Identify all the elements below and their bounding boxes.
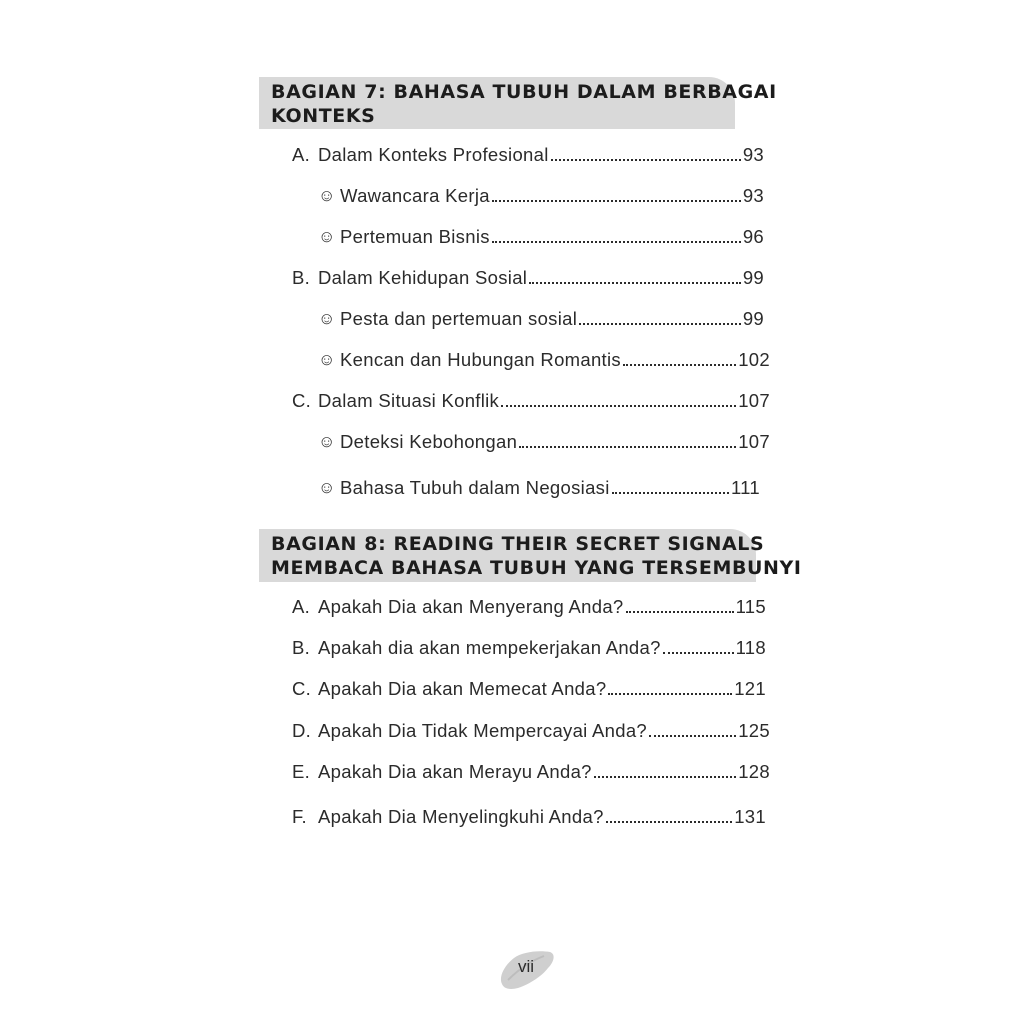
toc-entry-marker: C. bbox=[292, 390, 312, 411]
toc-entry-page: 118 bbox=[735, 637, 766, 658]
toc-subentry[interactable] bbox=[318, 306, 764, 330]
toc-entry-page: 121 bbox=[734, 678, 766, 699]
toc-entry[interactable] bbox=[292, 388, 770, 412]
toc-entry[interactable] bbox=[292, 142, 764, 166]
toc-entry-marker: B. bbox=[292, 637, 311, 658]
toc-entry-page: 93 bbox=[742, 144, 764, 165]
toc-entry-title: Deteksi Kebohongan bbox=[340, 431, 518, 452]
toc-entry-page: 115 bbox=[735, 596, 766, 617]
toc-entry-marker: D. bbox=[292, 720, 312, 741]
section-8-heading bbox=[259, 529, 802, 582]
page-number-badge bbox=[494, 946, 558, 992]
dot-leader bbox=[594, 776, 736, 778]
dot-leader bbox=[612, 492, 729, 494]
dot-leader bbox=[608, 693, 732, 695]
smiley-icon: ☺ bbox=[318, 350, 336, 369]
section-8-heading-line-1: BAGIAN 8: READING THEIR SECRET SIGNALS bbox=[271, 533, 765, 555]
section-7-heading-line-1: BAGIAN 7: BAHASA TUBUH DALAM BERBAGAI bbox=[271, 81, 777, 103]
toc-entry[interactable] bbox=[292, 265, 764, 289]
toc-entry[interactable] bbox=[292, 594, 766, 618]
toc-entry-marker: A. bbox=[292, 144, 311, 165]
section-7-heading bbox=[259, 77, 777, 129]
section-8-heading-line-2: MEMBACA BAHASA TUBUH YANG TERSEMBUNYI bbox=[271, 557, 802, 579]
dot-leader bbox=[551, 159, 741, 161]
toc-subentry[interactable] bbox=[318, 183, 764, 207]
toc-entry[interactable] bbox=[292, 676, 766, 700]
dot-leader bbox=[663, 652, 734, 654]
toc-entry[interactable] bbox=[292, 804, 766, 828]
toc-entry-title: Dalam Situasi Konflik bbox=[318, 390, 500, 411]
toc-entry-page: 99 bbox=[742, 267, 764, 288]
dot-leader bbox=[579, 323, 741, 325]
dot-leader bbox=[529, 282, 741, 284]
section-7-heading-line-2: KONTEKS bbox=[271, 105, 376, 127]
toc-entry-page: 93 bbox=[742, 185, 764, 206]
toc-entry-title: Wawancara Kerja bbox=[340, 185, 490, 206]
smiley-icon: ☺ bbox=[318, 227, 336, 246]
toc-subentry[interactable] bbox=[318, 224, 764, 248]
smiley-icon: ☺ bbox=[318, 309, 336, 328]
toc-entry-marker: F. bbox=[292, 806, 307, 827]
toc-entry-marker: B. bbox=[292, 267, 311, 288]
toc-entry-page: 128 bbox=[738, 761, 770, 782]
page-number: vii bbox=[517, 957, 535, 976]
toc-entry[interactable] bbox=[292, 718, 770, 742]
toc-subentry[interactable] bbox=[318, 475, 760, 499]
toc-entry[interactable] bbox=[292, 635, 766, 659]
toc-entry-marker: A. bbox=[292, 596, 311, 617]
toc-entry-page: 102 bbox=[738, 349, 770, 370]
dot-leader bbox=[649, 735, 736, 737]
dot-leader bbox=[626, 611, 734, 613]
dot-leader bbox=[519, 446, 736, 448]
toc-subentry[interactable] bbox=[318, 347, 770, 371]
dot-leader bbox=[623, 364, 736, 366]
toc-entry-marker: E. bbox=[292, 761, 311, 782]
toc-entry-page: 125 bbox=[738, 720, 770, 741]
dot-leader bbox=[492, 200, 741, 202]
toc-entry-title: Apakah Dia akan Merayu Anda? bbox=[318, 761, 592, 782]
toc-entry-title: Dalam Konteks Profesional bbox=[318, 144, 549, 165]
toc-subentry[interactable] bbox=[318, 429, 770, 453]
toc-entry-page: 96 bbox=[742, 226, 764, 247]
toc-entry-title: Dalam Kehidupan Sosial bbox=[318, 267, 528, 288]
smiley-icon: ☺ bbox=[318, 186, 336, 205]
toc-entry-title: Apakah Dia Menyelingkuhi Anda? bbox=[318, 806, 604, 827]
toc-entry-title: Apakah dia akan mempekerjakan Anda? bbox=[318, 637, 661, 658]
toc-entry-title: Pesta dan pertemuan sosial bbox=[340, 308, 578, 329]
toc-entry-marker: C. bbox=[292, 678, 312, 699]
toc-entry-page: 107 bbox=[738, 390, 770, 411]
smiley-icon: ☺ bbox=[318, 432, 336, 451]
dot-leader bbox=[492, 241, 741, 243]
toc-entry-page: 107 bbox=[738, 431, 770, 452]
toc-entry-title: Apakah Dia akan Memecat Anda? bbox=[318, 678, 607, 699]
toc-entry[interactable] bbox=[292, 759, 770, 783]
toc-entry-title: Apakah Dia akan Menyerang Anda? bbox=[318, 596, 624, 617]
toc-entry-title: Apakah Dia Tidak Mempercayai Anda? bbox=[318, 720, 647, 741]
dot-leader bbox=[501, 405, 736, 407]
toc-entry-title: Pertemuan Bisnis bbox=[340, 226, 490, 247]
toc-entry-page: 111 bbox=[730, 477, 760, 498]
toc-entry-page: 99 bbox=[742, 308, 764, 329]
toc-entry-title: Kencan dan Hubungan Romantis bbox=[340, 349, 621, 370]
toc-entry-page: 131 bbox=[734, 806, 766, 827]
smiley-icon: ☺ bbox=[318, 478, 336, 497]
toc-entry-title: Bahasa Tubuh dalam Negosiasi bbox=[340, 477, 610, 498]
dot-leader bbox=[606, 821, 733, 823]
